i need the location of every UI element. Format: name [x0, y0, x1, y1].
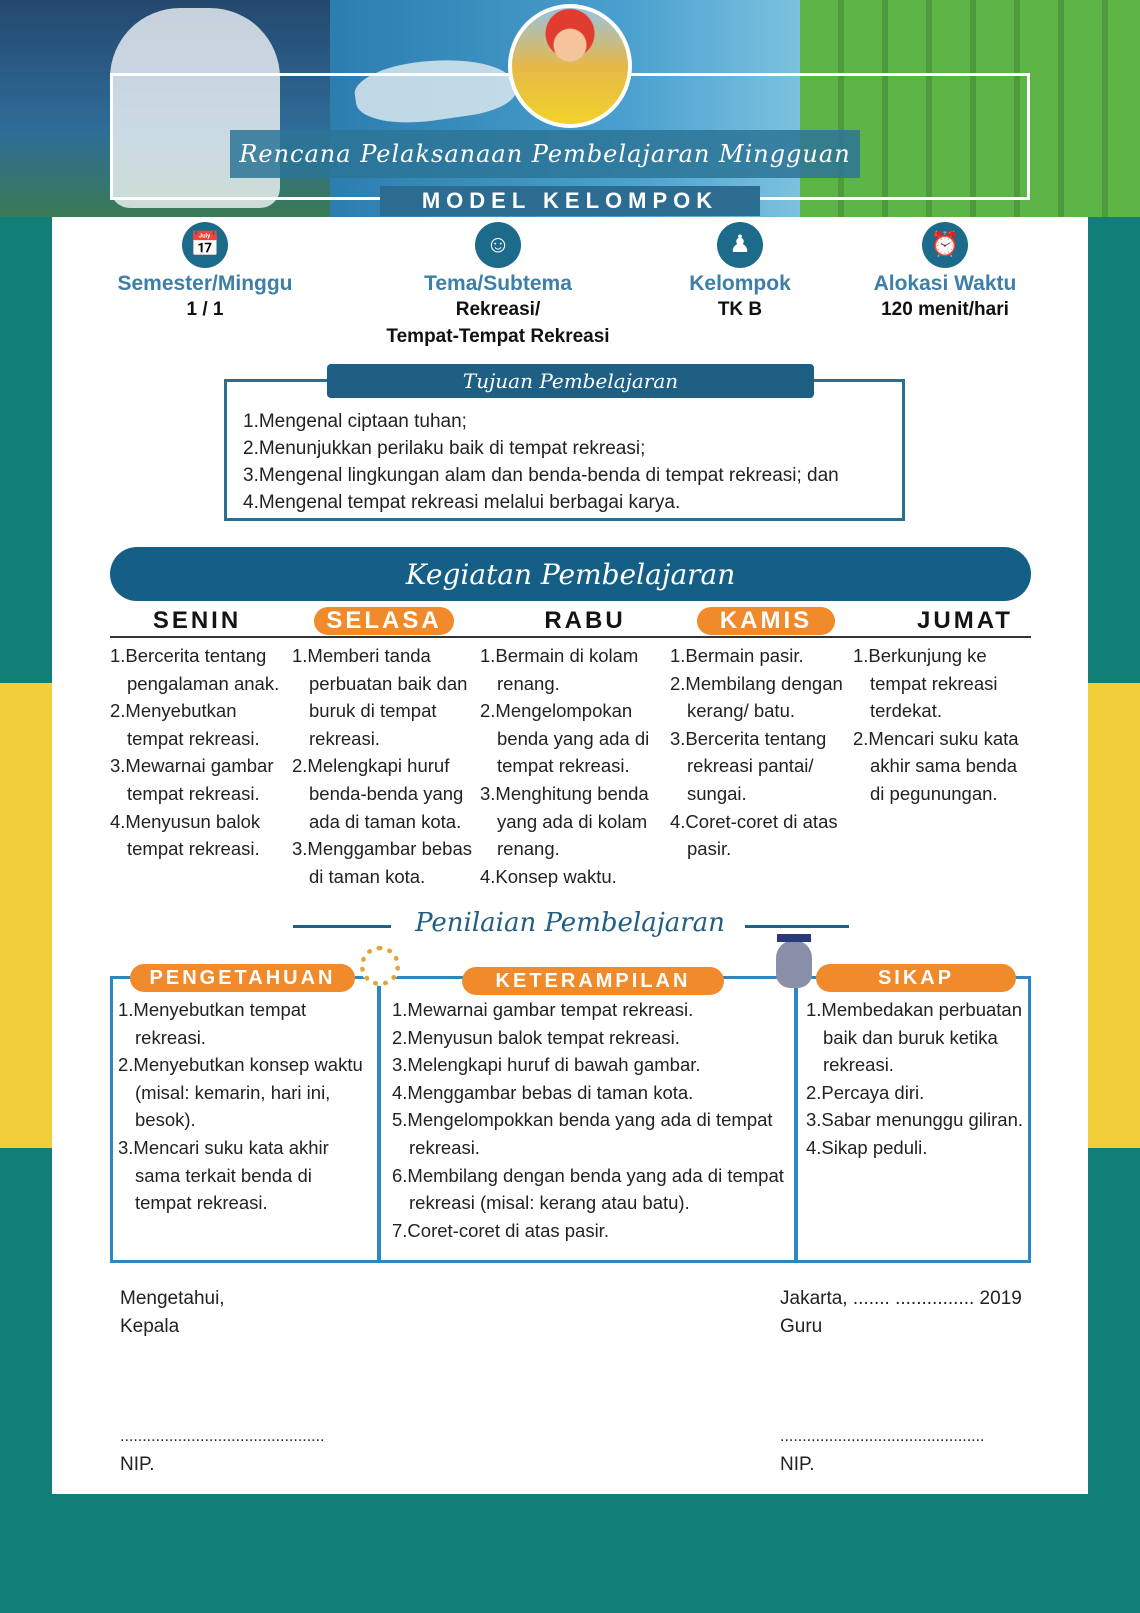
keterampilan-list [392, 996, 787, 1244]
list-item: 2.Mengelompokan benda yang ada di tempat rekreasi. [480, 700, 650, 777]
assessment-divider [377, 976, 381, 1263]
signature-left-line2: Kepala [120, 1316, 180, 1337]
list-item: 4.Sikap peduli. [806, 1136, 928, 1158]
list-item: 4.Menggambar bebas di taman kota. [392, 1081, 694, 1103]
day-rabu: RABU [544, 607, 626, 634]
list-item: 4.Menyusun balok tempat rekreasi. [110, 810, 261, 860]
owl-graduate-icon [776, 940, 812, 988]
list-item: 1.Bermain di kolam renang. [480, 645, 639, 694]
list-item: 4.Coret-coret di atas pasir. [670, 810, 838, 860]
jumat-list [853, 642, 1033, 808]
list-item: 4.Konsep waktu. [480, 865, 617, 887]
nip-right: NIP. [780, 1454, 815, 1475]
kegiatan-title: Kegiatan Pembelajaran [110, 547, 1031, 601]
info-value-line2: Tempat-Tempat Rekreasi [386, 326, 610, 347]
sikap-list [806, 996, 1028, 1162]
list-item: 3.Mencari suku kata akhir sama terkait benda di tempat rekreasi. [118, 1136, 329, 1214]
info-kelompok [670, 222, 810, 323]
info-value: Rekreasi/ [455, 299, 541, 320]
list-item: 3.Mengenal lingkungan alam dan benda-benda di tempat rekreasi; dan [243, 465, 839, 486]
list-item: 1.Mewarnai gambar tempat rekreasi. [392, 999, 694, 1020]
page-title: Rencana Pelaksanaan Pembelajaran Mingguan [239, 140, 851, 168]
pengetahuan-title: PENGETAHUAN [130, 964, 355, 992]
list-item: 3.Menggambar bebas di taman kota. [292, 838, 472, 887]
list-item: 2.Mencari suku kata akhir sama benda di pegunungan. [853, 727, 1019, 804]
list-item: 7.Coret-coret di atas pasir. [392, 1219, 609, 1241]
list-item: 1.Memberi tanda perbuatan baik dan buruk di tempat rekreasi. [292, 645, 468, 749]
info-alokasi [850, 222, 1040, 323]
list-item: 2.Menyebutkan tempat rekreasi. [110, 700, 260, 749]
info-value: TK B [717, 299, 763, 320]
tujuan-list [243, 408, 893, 516]
info-label: Alokasi Waktu [873, 272, 1017, 295]
info-label: Kelompok [689, 272, 791, 295]
info-value: 120 menit/hari [881, 299, 1009, 320]
signature-line-left: .............................................. [120, 1428, 325, 1445]
nip-left: NIP. [120, 1454, 155, 1475]
header-banner [0, 0, 1140, 217]
page-subtitle: MODEL KELOMPOK [380, 186, 760, 216]
day-kamis: KAMIS [697, 607, 835, 635]
list-item: 1.Bermain pasir. [670, 645, 804, 666]
tujuan-title: Tujuan Pembelajaran [327, 364, 814, 398]
sikap-title: SIKAP [816, 964, 1016, 992]
gear-brain-icon [360, 946, 400, 986]
signature-left [120, 1285, 225, 1341]
list-item: 2.Menyebutkan konsep waktu (misal: kemarin, hari ini, besok). [118, 1054, 363, 1131]
penilaian-line-right [745, 925, 849, 928]
list-item: 1.Menyebutkan tempat rekreasi. [118, 999, 307, 1048]
list-item: 1.Bercerita tentang pengalaman anak. [110, 645, 280, 694]
list-item: 2.Melengkapi huruf benda-benda yang ada di taman kota. [292, 755, 464, 832]
list-item: 3.Menghitung benda yang ada di kolam renang. [480, 782, 649, 860]
signature-line-right: .............................................. [780, 1428, 985, 1445]
rabu-list [480, 642, 670, 890]
child-photo [508, 4, 632, 128]
list-item: 3.Mewarnai gambar tempat rekreasi. [110, 755, 274, 804]
list-item: 2.Percaya diri. [806, 1081, 925, 1103]
senin-list [110, 642, 290, 863]
day-jumat: JUMAT [917, 607, 1013, 634]
list-item: 3.Sabar menunggu giliran. [806, 1109, 1024, 1131]
penilaian-title: Penilaian Pembelajaran [415, 908, 725, 938]
signature-right-line1: Jakarta, ....... ............... 2019 [780, 1288, 1022, 1309]
list-item: 2.Menunjukkan perilaku baik di tempat rekreasi; [243, 438, 646, 459]
days-divider [110, 636, 1031, 638]
day-selasa: SELASA [314, 607, 454, 635]
header-title-ribbon [230, 130, 860, 178]
signature-left-line1: Mengetahui, [120, 1288, 225, 1309]
assessment-divider [794, 976, 798, 1263]
list-item: 2.Menyusun balok tempat rekreasi. [392, 1026, 680, 1048]
info-label: Semester/Minggu [117, 272, 293, 295]
info-label: Tema/Subtema [424, 272, 572, 295]
info-value: 1 / 1 [186, 299, 224, 320]
calendar-icon: 📅 [182, 222, 228, 268]
list-item: 1.Membedakan perbuatan baik dan buruk ketika rekreasi. [806, 999, 1022, 1076]
info-row [100, 222, 1040, 362]
list-item: 5.Mengelompokkan benda yang ada di tempat rekreasi. [392, 1109, 773, 1158]
signature-right [780, 1285, 1022, 1341]
list-item: 3.Bercerita tentang rekreasi pantai/ sungai. [670, 727, 827, 804]
alarm-clock-icon: ⏰ [922, 222, 968, 268]
kamis-list [670, 642, 855, 863]
info-tema [348, 222, 648, 350]
list-item: 1.Berkunjung ke tempat rekreasi terdekat. [853, 645, 998, 722]
pengetahuan-list [118, 996, 370, 1217]
signature-right-line2: Guru [780, 1316, 823, 1337]
list-item: 3.Melengkapi huruf di bawah gambar. [392, 1054, 701, 1076]
list-item: 1.Mengenal ciptaan tuhan; [243, 411, 467, 432]
info-semester [100, 222, 310, 323]
penilaian-line-left [293, 925, 391, 928]
group-icon: ♟ [717, 222, 763, 268]
children-icon: ☺ [475, 222, 521, 268]
list-item: 6.Membilang dengan benda yang ada di tempat rekreasi (misal: kerang atau batu). [392, 1164, 784, 1214]
keterampilan-title: KETERAMPILAN [462, 967, 724, 995]
day-senin: SENIN [152, 607, 242, 634]
list-item: 2.Membilang dengan kerang/ batu. [670, 672, 843, 722]
list-item: 4.Mengenal tempat rekreasi melalui berbagai karya. [243, 492, 681, 513]
selasa-list [292, 642, 477, 890]
